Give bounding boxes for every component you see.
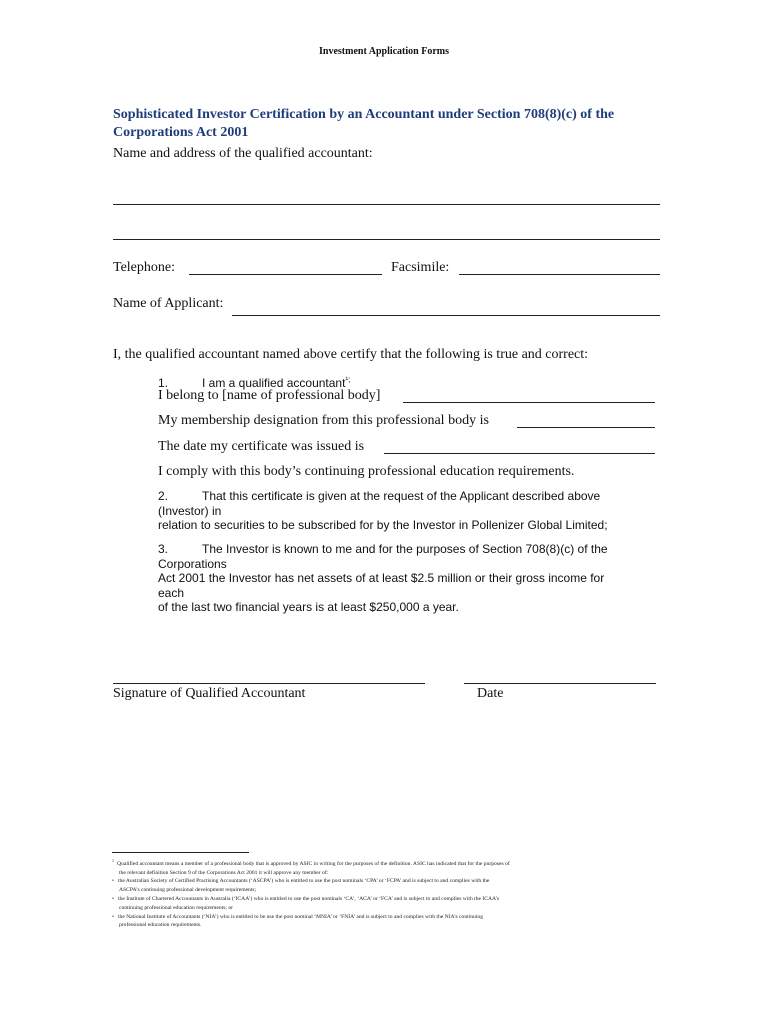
telephone-label: Telephone: [113,260,175,275]
item-2-line-3: relation to securities to be subscribed for by the Investor in Pollenizer Global Limited; [158,518,608,532]
item-3-line-1: The Investor is known to me and for the purposes of Section 708(8)(c) of the [202,542,608,556]
footnote-line-1: Qualified accountant means a member of a professional body that is approved by ASIC in writing for the purposes of the definition. ASIC has indicated that for the purposes of [117,860,510,867]
professional-body-field[interactable] [403,402,655,403]
footnote-bullet-2-line-1: the Institute of Chartered Accountants in Australia (‘ICAA’) who is entitled to use the post nominals ‘CA’, ‘ACA’ or ‘FCA’ and is subject to and complies with the ICAA’s [117,896,500,903]
item-2-line-1: That this certificate is given at the request of the Applicant described above [202,489,601,503]
accountant-label: Name and address of the qualified accountant: [113,146,373,161]
page-header: Investment Application Forms [319,46,449,57]
certificate-date-label: The date my certificate was issued is [158,439,365,454]
item-3-line-3: Act 2001 the Investor has net assets of at least $2.5 million or their gross income for [158,571,605,585]
footnote-separator [112,852,249,853]
signature-field[interactable] [113,683,425,684]
footnote-bullet-1-line-1: the Australian Society of Certified Practising Accountants (‘ASCPA’) who is entitled to use the post nominals ‘CPA’ or ‘FCPA’ and is subject to and complies with the [117,878,490,885]
telephone-field[interactable] [189,274,382,275]
footnote-bullet-3-line-1: the National Institute of Accountants (‘NIA’) who is entitled to be use the post nominal ‘MNIA’ or ‘FNIA’ and is subject to and complies with the NIA’s continuing [117,913,483,920]
date-label: Date [477,686,504,701]
accountant-line-2[interactable] [113,239,660,240]
footnote [112,857,660,930]
signature-label: Signature of Qualified Accountant [113,686,306,701]
certify-statement: I, the qualified accountant named above certify that the following is true and correct: [113,347,589,362]
form-title: Sophisticated Investor Certification by an Accountant under Section 708(8)(c) of the Corporations Act 2001 [113,107,615,140]
date-field[interactable] [464,683,656,684]
footnote-bullet-2-line-2: continuing professional education requirements; or [119,904,234,911]
comply-statement: I comply with this body’s continuing professional education requirements. [158,464,575,479]
item-3-line-2: Corporations [158,556,227,571]
professional-body-label: I belong to [name of professional body] [158,388,381,403]
footnote-bullet-1-line-2: ASCPA’s continuing professional development requirements; [119,887,257,894]
footnote-marker: 1 [112,858,114,863]
facsimile-field[interactable] [459,274,660,275]
footnote-bullet-3-line-2: professional education requirements. [119,922,202,929]
item-1-number: 1. [158,376,169,390]
membership-field[interactable] [517,427,655,428]
bullet-icon: • [112,896,114,903]
facsimile-label: Facsimile: [391,260,450,275]
item-2 [158,489,608,533]
bullet-icon: • [112,878,114,885]
item-1-text: I am a qualified accountant [202,376,346,390]
item-2-number: 2. [158,489,169,503]
item-3 [158,542,608,615]
footnote-ref: ¹; [345,375,351,384]
item-3-number: 3. [158,542,169,556]
certificate-date-field[interactable] [384,453,655,454]
item-3-line-4: each [158,585,185,600]
item-3-line-5: of the last two financial years is at least $250,000 a year. [158,600,459,614]
applicant-label: Name of Applicant: [113,296,224,311]
accountant-line-1[interactable] [113,204,660,205]
membership-label: My membership designation from this professional body is [158,413,489,428]
bullet-icon: • [112,913,114,920]
applicant-field[interactable] [232,315,660,316]
footnote-line-2: the relevant definition Section 9 of the Corporations Act 2001 it will approve any member of: [119,869,329,876]
item-2-line-2: (Investor) in [158,503,222,518]
